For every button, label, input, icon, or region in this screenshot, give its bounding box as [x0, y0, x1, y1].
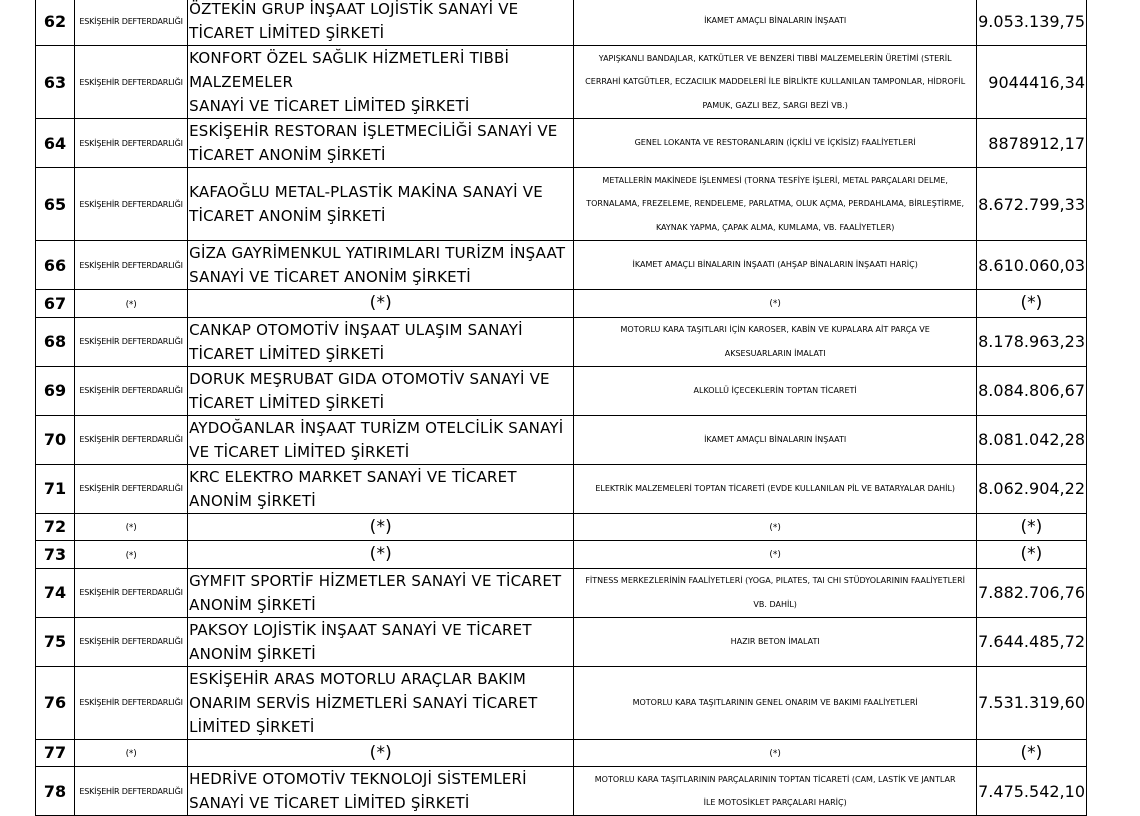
- table-row: [36, 464, 1087, 513]
- row-number: 69: [36, 366, 75, 415]
- amount-cell: 7.475.542,10: [976, 767, 1086, 816]
- company-name-cell: [188, 317, 574, 366]
- company-name-line: ANONİM ŞİRKETİ: [189, 595, 316, 614]
- amount-cell: 8.178.963,23: [976, 317, 1086, 366]
- row-number: 63: [36, 46, 75, 119]
- activity-cell: [574, 617, 976, 666]
- amount-cell: 7.644.485,72: [976, 617, 1086, 666]
- row-number: 71: [36, 464, 75, 513]
- tax-office-cell: ESKİŞEHİR DEFTERDARLIĞI: [75, 241, 188, 290]
- company-name-cell: [188, 513, 574, 541]
- tax-office-cell: ESKİŞEHİR DEFTERDARLIĞI: [75, 119, 188, 168]
- row-number: 66: [36, 241, 75, 290]
- row-number: 62: [36, 0, 75, 46]
- activity-line: VB. DAHİL): [753, 599, 797, 609]
- tax-office-cell: (*): [75, 541, 188, 569]
- company-name-line: DORUK MEŞRUBAT GIDA OTOMOTİV SANAYİ VE: [189, 369, 550, 388]
- activity-line: İLE MOTOSİKLET PARÇALARI HARİÇ): [703, 798, 847, 807]
- row-number: 76: [36, 666, 75, 739]
- activity-cell: [574, 119, 976, 168]
- company-name-cell: [188, 290, 574, 318]
- amount-cell: 8.081.042,28: [976, 415, 1086, 464]
- company-name-cell: [188, 739, 574, 767]
- row-number: 73: [36, 541, 75, 569]
- activity-line: ELEKTRİK MALZEMELERİ TOPTAN TİCARETİ (EVDE KULLANILAN PİL VE BATARYALAR DAHİL): [595, 483, 956, 493]
- tax-office-cell: ESKİŞEHİR DEFTERDARLIĞI: [75, 767, 188, 816]
- company-name-line: (*): [369, 544, 392, 565]
- company-name-line: AYDOĞANLAR İNŞAAT TURİZM OTELCİLİK SANAYİ: [189, 418, 564, 437]
- company-name-line: (*): [369, 742, 392, 763]
- company-name-cell: [188, 46, 574, 119]
- activity-cell: [574, 464, 976, 513]
- activity-line: (*): [769, 550, 781, 560]
- company-name-line: TİCARET LİMİTED ŞİRKETİ: [189, 24, 385, 42]
- company-name-line: KAFAOĞLU METAL-PLASTİK MAKİNA SANAYİ VE: [189, 183, 543, 201]
- tax-office-cell: (*): [75, 739, 188, 767]
- activity-line: CERRAHİ KATGÜTLER, ECZACILIK MADDELERİ İLE BİRLİKTE KULLANILAN TAMPONLAR, HİDROFİL: [585, 77, 966, 87]
- company-name-line: LİMİTED ŞİRKETİ: [189, 717, 315, 736]
- table-row: [36, 119, 1087, 168]
- table-body: [36, 0, 1087, 816]
- activity-line: (*): [769, 522, 781, 533]
- table-row: [36, 541, 1087, 569]
- amount-cell: (*): [976, 739, 1086, 767]
- activity-cell: [574, 241, 976, 290]
- activity-line: YAPIŞKANLI BANDAJLAR, KATKÜTLER VE BENZERİ TIBBİ MALZEMELERİN ÜRETİMİ (STERİL: [598, 53, 952, 63]
- amount-cell: 8.610.060,03: [976, 241, 1086, 290]
- company-name-line: HEDRİVE OTOMOTİV TEKNOLOJİ SİSTEMLERİ: [189, 770, 527, 788]
- row-number: 64: [36, 119, 75, 168]
- company-name-line: KONFORT ÖZEL SAĞLIK HİZMETLERİ TIBBİ: [189, 49, 510, 67]
- amount-cell: (*): [976, 541, 1086, 569]
- company-name-line: PAKSOY LOJİSTİK İNŞAAT SANAYİ VE TİCARET: [189, 620, 532, 639]
- company-name-line: SANAYİ VE TİCARET ANONİM ŞİRKETİ: [189, 268, 471, 286]
- activity-line: (*): [769, 748, 781, 759]
- activity-cell: [574, 541, 976, 569]
- company-name-line: TİCARET ANONİM ŞİRKETİ: [189, 207, 386, 225]
- row-number: 75: [36, 617, 75, 666]
- tax-office-cell: ESKİŞEHİR DEFTERDARLIĞI: [75, 666, 188, 739]
- activity-cell: [574, 767, 976, 816]
- table-row: [36, 290, 1087, 318]
- tax-office-cell: ESKİŞEHİR DEFTERDARLIĞI: [75, 617, 188, 666]
- table-row: [36, 568, 1087, 617]
- activity-line: MOTORLU KARA TAŞITLARININ PARÇALARININ TOPTAN TİCARETİ (CAM, LASTİK VE JANTLAR: [594, 774, 956, 784]
- activity-line: METALLERİN MAKİNEDE İŞLENMESİ (TORNA TESFİYE İŞLERİ, METAL PARÇALARI DELME,: [602, 175, 948, 185]
- company-name-line: ANONİM ŞİRKETİ: [189, 491, 316, 510]
- activity-line: (*): [769, 299, 781, 309]
- table-row: [36, 366, 1087, 415]
- activity-cell: [574, 290, 976, 318]
- table-row: [36, 46, 1087, 119]
- company-name-cell: [188, 119, 574, 168]
- amount-cell: 9044416,34: [976, 46, 1086, 119]
- activity-cell: [574, 415, 976, 464]
- row-number: 67: [36, 290, 75, 318]
- row-number: 70: [36, 415, 75, 464]
- company-name-line: GİZA GAYRİMENKUL YATIRIMLARI TURİZM İNŞAAT: [189, 244, 566, 262]
- activity-line: ALKOLLÜ İÇECEKLERİN TOPTAN TİCARETİ: [693, 385, 857, 395]
- activity-line: AKSESUARLARIN İMALATI: [724, 348, 826, 358]
- company-name-line: TİCARET LİMİTED ŞİRKETİ: [189, 344, 385, 363]
- company-name-line: (*): [369, 516, 392, 537]
- table-row: [36, 739, 1087, 767]
- activity-line: MOTORLU KARA TAŞITLARI İÇİN KAROSER, KABİN VE KUPALARA AİT PARÇA VE: [620, 325, 930, 334]
- company-name-line: ANONİM ŞİRKETİ: [189, 644, 316, 663]
- row-number: 74: [36, 568, 75, 617]
- company-name-line: (*): [369, 293, 392, 314]
- taxpayer-table: [35, 0, 1087, 816]
- tax-office-cell: ESKİŞEHİR DEFTERDARLIĞI: [75, 415, 188, 464]
- tax-office-cell: ESKİŞEHİR DEFTERDARLIĞI: [75, 464, 188, 513]
- amount-cell: (*): [976, 290, 1086, 318]
- table-row: [36, 666, 1087, 739]
- company-name-line: KRC ELEKTRO MARKET SANAYİ VE TİCARET: [189, 467, 517, 486]
- activity-line: GENEL LOKANTA VE RESTORANLARIN (İÇKİLİ VE İÇKİSİZ) FAALİYETLERİ: [634, 138, 916, 148]
- activity-cell: [574, 317, 976, 366]
- company-name-line: TİCARET LİMİTED ŞİRKETİ: [189, 393, 385, 412]
- activity-cell: [574, 366, 976, 415]
- company-name-cell: [188, 767, 574, 816]
- activity-cell: [574, 513, 976, 541]
- activity-line: İKAMET AMAÇLI BİNALARIN İNŞAATI: [704, 16, 847, 26]
- table-row: [36, 317, 1087, 366]
- row-number: 77: [36, 739, 75, 767]
- amount-cell: 7.531.319,60: [976, 666, 1086, 739]
- table-row: [36, 241, 1087, 290]
- company-name-cell: [188, 415, 574, 464]
- amount-cell: 8.084.806,67: [976, 366, 1086, 415]
- activity-line: HAZIR BETON İMALATI: [730, 636, 820, 646]
- amount-cell: 8.672.799,33: [976, 168, 1086, 241]
- amount-cell: 8.062.904,22: [976, 464, 1086, 513]
- amount-cell: 7.882.706,76: [976, 568, 1086, 617]
- company-name-line: SANAYİ VE TİCARET LİMİTED ŞİRKETİ: [189, 97, 470, 115]
- row-number: 72: [36, 513, 75, 541]
- activity-line: İKAMET AMAÇLI BİNALARIN İNŞAATI (AHŞAP BİNALARIN İNŞAATI HARİÇ): [632, 260, 918, 270]
- company-name-line: CANKAP OTOMOTİV İNŞAAT ULAŞIM SANAYİ: [189, 320, 523, 339]
- table-row: [36, 617, 1087, 666]
- activity-cell: [574, 666, 976, 739]
- tax-office-cell: ESKİŞEHİR DEFTERDARLIĞI: [75, 317, 188, 366]
- company-name-line: ÖZTEKİN GRUP İNŞAAT LOJİSTİK SANAYİ VE: [189, 0, 519, 18]
- tax-office-cell: ESKİŞEHİR DEFTERDARLIĞI: [75, 0, 188, 46]
- table-row: [36, 0, 1087, 46]
- activity-cell: [574, 568, 976, 617]
- company-name-cell: [188, 0, 574, 46]
- company-name-line: TİCARET ANONİM ŞİRKETİ: [189, 146, 386, 164]
- amount-cell: 8878912,17: [976, 119, 1086, 168]
- activity-line: TORNALAMA, FREZELEME, RENDELEME, PARLATMA, OLUK AÇMA, PERDAHLAMA, BİRLEŞTİRME,: [586, 199, 965, 209]
- company-name-cell: [188, 168, 574, 241]
- company-name-line: SANAYİ VE TİCARET LİMİTED ŞİRKETİ: [189, 794, 470, 812]
- company-name-line: MALZEMELER: [189, 73, 294, 91]
- company-name-cell: [188, 241, 574, 290]
- tax-office-cell: ESKİŞEHİR DEFTERDARLIĞI: [75, 568, 188, 617]
- row-number: 68: [36, 317, 75, 366]
- tax-office-cell: ESKİŞEHİR DEFTERDARLIĞI: [75, 366, 188, 415]
- company-name-line: ESKİŞEHİR RESTORAN İŞLETMECİLİĞİ SANAYİ VE: [189, 122, 558, 140]
- tax-office-cell: (*): [75, 290, 188, 318]
- table-row: [36, 168, 1087, 241]
- company-name-cell: [188, 366, 574, 415]
- tax-office-cell: (*): [75, 513, 188, 541]
- company-name-cell: [188, 666, 574, 739]
- table-row: [36, 767, 1087, 816]
- activity-line: FİTNESS MERKEZLERİNİN FAALİYETLERİ (YOGA, PILATES, TAI CHI STÜDYOLARININ FAALİYETLERİ: [585, 576, 966, 585]
- company-name-line: ONARIM SERVİS HİZMETLERİ SANAYİ TİCARET: [189, 693, 538, 712]
- amount-cell: (*): [976, 513, 1086, 541]
- company-name-cell: [188, 568, 574, 617]
- activity-line: MOTORLU KARA TAŞITLARININ GENEL ONARIM VE BAKIMI FAALİYETLERİ: [632, 697, 918, 707]
- activity-line: PAMUK, GAZLI BEZ, SARGI BEZİ VB.): [702, 100, 848, 110]
- table-row: [36, 513, 1087, 541]
- row-number: 78: [36, 767, 75, 816]
- activity-cell: [574, 168, 976, 241]
- company-name-line: VE TİCARET LİMİTED ŞİRKETİ: [189, 442, 410, 461]
- company-name-cell: [188, 617, 574, 666]
- company-name-cell: [188, 541, 574, 569]
- tax-office-cell: ESKİŞEHİR DEFTERDARLIĞI: [75, 46, 188, 119]
- amount-cell: 9.053.139,75: [976, 0, 1086, 46]
- activity-cell: [574, 739, 976, 767]
- company-name-line: ESKİŞEHİR ARAS MOTORLU ARAÇLAR BAKIM: [189, 669, 527, 688]
- activity-cell: [574, 46, 976, 119]
- activity-line: KAYNAK YAPMA, ÇAPAK ALMA, KUMLAMA, VB. FAALİYETLER): [655, 222, 895, 232]
- table-row: [36, 415, 1087, 464]
- company-name-cell: [188, 464, 574, 513]
- activity-line: İKAMET AMAÇLI BİNALARIN İNŞAATI: [704, 434, 847, 444]
- company-name-line: GYMFIT SPORTİF HİZMETLER SANAYİ VE TİCARET: [189, 571, 562, 590]
- tax-office-cell: ESKİŞEHİR DEFTERDARLIĞI: [75, 168, 188, 241]
- row-number: 65: [36, 168, 75, 241]
- activity-cell: [574, 0, 976, 46]
